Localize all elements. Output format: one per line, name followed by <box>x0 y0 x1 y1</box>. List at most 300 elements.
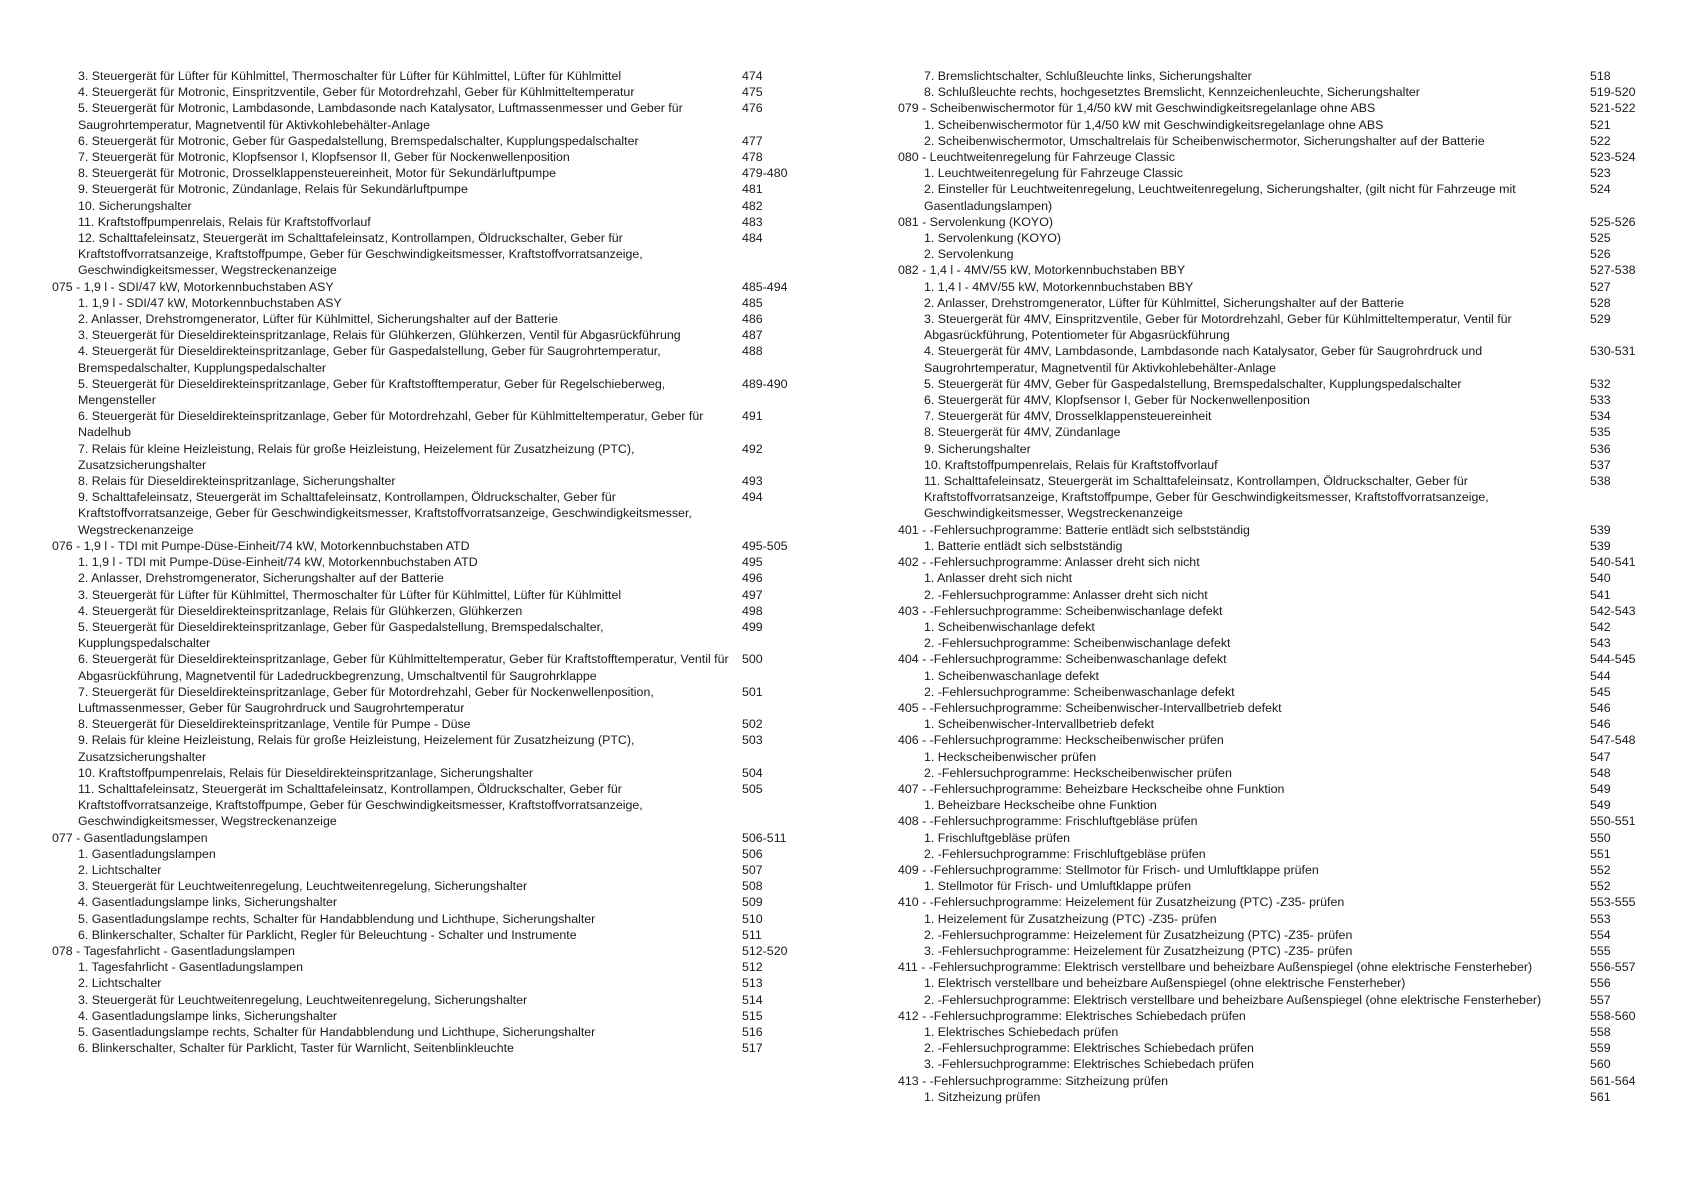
toc-subentry[interactable] <box>52 587 792 603</box>
toc-entry-title: 3. Steuergerät für Lüfter für Kühlmittel, Thermoschalter für Lüfter für Kühlmittel, Lüfter für Kühlmittel <box>78 69 622 83</box>
toc-page-number: 481 <box>742 182 763 197</box>
toc-subentry[interactable] <box>898 246 1640 262</box>
toc-entry-title: 7. Steuergerät für Dieseldirekteinspritzanlage, Geber für Motordrehzahl, Geber für Nockenwellenposition, Luftmassenmesser, Geber für Saugrohrdruck und Saugrohrtemperatur <box>78 684 654 715</box>
toc-entry-title: 1. Anlasser dreht sich nicht <box>924 571 1073 586</box>
toc-subentry[interactable] <box>52 846 792 862</box>
toc-entry-title: 2. Lichtschalter <box>78 976 162 991</box>
toc-page-number: 495-505 <box>742 538 788 553</box>
toc-entry-title: 1. Gasentladungslampen <box>78 846 216 861</box>
toc-entry-title: 6. Blinkerschalter, Schalter für Parklicht, Taster für Warnlicht, Seitenblinkleuchte <box>78 1041 514 1056</box>
toc-page-number: 485-494 <box>742 279 788 294</box>
toc-page-number: 513 <box>742 976 763 991</box>
toc-entry-title: 2. Anlasser, Drehstromgenerator, Sicherungshalter auf der Batterie <box>78 571 444 586</box>
toc-page-number: 474 <box>742 69 763 83</box>
toc-entry-title: 079 - Scheibenwischermotor für 1,4/50 kW mit Geschwindigkeitsregelanlage ohne ABS <box>898 101 1376 116</box>
toc-subentry[interactable] <box>52 765 792 781</box>
toc-section-entry[interactable] <box>898 1073 1640 1089</box>
toc-entry-title: 2. Anlasser, Drehstromgenerator, Lüfter für Kühlmittel, Sicherungshalter auf der Batterie <box>78 312 559 327</box>
toc-page-number: 488 <box>742 344 763 359</box>
toc-page-number: 512 <box>742 960 763 975</box>
toc-section-entry[interactable] <box>898 262 1640 278</box>
toc-entry-title: 11. Schalttafeleinsatz, Steuergerät im Schalttafeleinsatz, Kontrollampen, Öldruckschalter, Geber für Kraftstoffvorratsanzeige, Kraftstoffpumpe, Geber für Geschwindigkeitsmesser, Kraftstoffvorratsanzeige, Geschwindigkeitsmesser, Wegstreckenanzeige <box>78 781 643 829</box>
toc-section-entry[interactable] <box>898 700 1640 716</box>
toc-subentry[interactable] <box>898 473 1640 522</box>
toc-subentry[interactable] <box>898 943 1640 959</box>
toc-subentry[interactable] <box>898 295 1640 311</box>
toc-entry-title: 8. Steuergerät für Dieseldirekteinspritzanlage, Ventile für Pumpe - Düse <box>78 717 471 732</box>
toc-page-number: 478 <box>742 150 763 165</box>
toc-page-number: 532 <box>1590 376 1611 391</box>
toc-entry-title: 7. Steuergerät für 4MV, Drosselklappensteuereinheit <box>924 409 1212 424</box>
toc-entry-title: 1. 1,9 l - SDI/47 kW, Motorkennbuchstaben ASY <box>78 295 342 310</box>
toc-subentry[interactable] <box>52 230 792 279</box>
toc-section-entry[interactable] <box>898 862 1640 878</box>
toc-page-number: 518 <box>1590 69 1611 83</box>
toc-entry-title: 2. -Fehlersuchprogramme: Scheibenwischanlage defekt <box>924 636 1231 651</box>
toc-page-number: 538 <box>1590 474 1611 489</box>
toc-subentry[interactable] <box>898 749 1640 765</box>
toc-subentry[interactable] <box>898 376 1640 392</box>
toc-page-number: 511 <box>742 927 762 942</box>
toc-subentry[interactable] <box>52 100 792 132</box>
toc-page-number: 558 <box>1590 1024 1611 1039</box>
toc-page-number: 552 <box>1590 879 1611 894</box>
toc-page-number: 560 <box>1590 1057 1611 1072</box>
toc-subentry[interactable] <box>52 311 792 327</box>
toc-subentry[interactable] <box>52 554 792 570</box>
toc-subentry[interactable] <box>898 408 1640 424</box>
toc-entry-title: 2. -Fehlersuchprogramme: Heizelement für Zusatzheizung (PTC) -Z35- prüfen <box>924 927 1353 942</box>
toc-entry-title: 6. Steuergerät für Motronic, Geber für Gaspedalstellung, Bremspedalschalter, Kupplungspedalschalter <box>78 133 639 148</box>
toc-subentry[interactable] <box>52 68 792 84</box>
toc-subentry[interactable] <box>898 117 1640 133</box>
toc-entry-title: 2. Scheibenwischermotor, Umschaltrelais für Scheibenwischermotor, Sicherungshalter auf der Batterie <box>924 133 1485 148</box>
toc-section-entry[interactable] <box>898 603 1640 619</box>
toc-subentry[interactable] <box>52 295 792 311</box>
toc-entry-title: 12. Schalttafeleinsatz, Steuergerät im Schalttafeleinsatz, Kontrollampen, Öldruckschalter, Geber für Kraftstoffvorratsanzeige, Kraftstoffpumpe, Geber für Geschwindigkeitsmesser, Kraftstoffvorratsanzeige, Geschwindigkeitsmesser, Wegstreckenanzeige <box>78 231 643 278</box>
toc-entry-title: 1. Tagesfahrlicht - Gasentladungslampen <box>78 960 304 975</box>
toc-entry-title: 2. Anlasser, Drehstromgenerator, Lüfter für Kühlmittel, Sicherungshalter auf der Batterie <box>924 295 1405 310</box>
toc-subentry[interactable] <box>898 975 1640 991</box>
toc-entry-title: 8. Steuergerät für 4MV, Zündanlage <box>924 425 1121 440</box>
toc-page-number: 539 <box>1590 538 1611 553</box>
toc-entry-title: 8. Steuergerät für Motronic, Drosselklappensteuereinheit, Motor für Sekundärluftpumpe <box>78 166 556 181</box>
toc-subentry[interactable] <box>898 538 1640 554</box>
toc-section-entry[interactable] <box>898 554 1640 570</box>
toc-subentry[interactable] <box>898 343 1640 375</box>
toc-entry-title: 1. Leuchtweitenregelung für Fahrzeuge Classic <box>924 166 1183 181</box>
toc-page-number: 516 <box>742 1024 763 1039</box>
toc-entry-title: 076 - 1,9 l - TDI mit Pumpe-Düse-Einheit/74 kW, Motorkennbuchstaben ATD <box>52 538 470 553</box>
toc-entry-title: 3. Steuergerät für Lüfter für Kühlmittel, Thermoschalter für Lüfter für Kühlmittel, Lüfter für Kühlmittel <box>78 587 622 602</box>
toc-right-column <box>898 68 1640 1105</box>
toc-page-number: 534 <box>1590 409 1611 424</box>
toc-subentry[interactable] <box>52 376 792 408</box>
toc-page-number: 523-524 <box>1590 150 1636 165</box>
toc-page-number: 561-564 <box>1590 1073 1636 1088</box>
toc-entry-title: 4. Steuergerät für Dieseldirekteinspritzanlage, Relais für Glühkerzen, Glühkerzen <box>78 603 523 618</box>
toc-page-number: 491 <box>742 409 763 424</box>
toc-page-number: 497 <box>742 587 763 602</box>
toc-entry-title: 4. Gasentladungslampe links, Sicherungshalter <box>78 1008 337 1023</box>
toc-page-number: 544-545 <box>1590 652 1636 667</box>
toc-page-number: 502 <box>742 717 763 732</box>
toc-subentry[interactable] <box>52 975 792 991</box>
toc-section-entry[interactable] <box>898 522 1640 538</box>
toc-entry-title: 1. Beheizbare Heckscheibe ohne Funktion <box>924 798 1157 813</box>
toc-page-number: 489-490 <box>742 376 788 391</box>
toc-subentry[interactable] <box>52 441 792 473</box>
toc-page-number: 494 <box>742 490 763 505</box>
toc-page-number: 503 <box>742 733 763 748</box>
toc-page-number: 519-520 <box>1590 85 1636 100</box>
toc-entry-title: 4. Steuergerät für Dieseldirekteinspritzanlage, Geber für Gaspedalstellung, Geber für Saugrohrtemperatur, Bremspedalschalter, Kupplungspedalschalter <box>78 344 661 375</box>
toc-entry-title: 9. Sicherungshalter <box>924 441 1031 456</box>
toc-page-number: 542 <box>1590 619 1611 634</box>
toc-page-number: 554 <box>1590 927 1611 942</box>
toc-entry-title: 3. Steuergerät für Dieseldirekteinspritzanlage, Relais für Glühkerzen, Glühkerzen, Ventil für Abgasrückführung <box>78 328 681 343</box>
toc-entry-title: 1. Scheibenwaschanlage defekt <box>924 668 1099 683</box>
toc-entry-title: 403 - -Fehlersuchprogramme: Scheibenwischanlage defekt <box>898 603 1223 618</box>
toc-page-number: 512-520 <box>742 943 788 958</box>
toc-entry-title: 4. Gasentladungslampe links, Sicherungshalter <box>78 895 337 910</box>
toc-entry-title: 3. Steuergerät für 4MV, Einspritzventile, Geber für Motordrehzahl, Geber für Kühlmitteltemperatur, Ventil für Abgasrückführung, Potentiometer für Abgasrückführung <box>924 312 1512 343</box>
toc-subentry[interactable] <box>52 927 792 943</box>
toc-entry-title: 1. Servolenkung (KOYO) <box>924 231 1062 246</box>
toc-page-number: 542-543 <box>1590 603 1636 618</box>
toc-entry-title: 5. Steuergerät für Motronic, Lambdasonde, Lambdasonde nach Katalysator, Luftmassenmesser und Geber für Saugrohrtemperatur, Magnetventil für Aktivkohlebehälter-Anlage <box>78 101 683 132</box>
toc-entry-title: 1. Heizelement für Zusatzheizung (PTC) -Z35- prüfen <box>924 911 1217 926</box>
toc-entry-title: 1. Batterie entlädt sich selbstständig <box>924 538 1123 553</box>
toc-entry-title: 1. 1,9 l - TDI mit Pumpe-Düse-Einheit/74 kW, Motorkennbuchstaben ATD <box>78 555 478 570</box>
toc-subentry[interactable] <box>898 570 1640 586</box>
toc-section-entry[interactable] <box>898 813 1640 829</box>
toc-entry-title: 082 - 1,4 l - 4MV/55 kW, Motorkennbuchstaben BBY <box>898 263 1186 278</box>
toc-page-number: 514 <box>742 992 763 1007</box>
toc-subentry[interactable] <box>898 635 1640 651</box>
toc-subentry[interactable] <box>52 781 792 830</box>
toc-entry-title: 409 - -Fehlersuchprogramme: Stellmotor für Frisch- und Umluftklappe prüfen <box>898 862 1319 877</box>
toc-subentry[interactable] <box>52 149 792 165</box>
toc-subentry[interactable] <box>898 392 1640 408</box>
toc-page-number: 535 <box>1590 425 1611 440</box>
toc-subentry[interactable] <box>898 84 1640 100</box>
toc-subentry[interactable] <box>898 716 1640 732</box>
toc-section-entry[interactable] <box>898 732 1640 748</box>
toc-entry-title: 5. Gasentladungslampe rechts, Schalter für Handabblendung und Lichthupe, Sicherungshalter <box>78 1024 596 1039</box>
toc-subentry[interactable] <box>52 862 792 878</box>
toc-entry-title: 9. Schalttafeleinsatz, Steuergerät im Schalttafeleinsatz, Kontrollampen, Öldruckschalter, Geber für Kraftstoffvorratsanzeige, Geber für Geschwindigkeitsmesser, Kraftstoffvorratsanzeige, Geschwindigkeitsmesser, Wegstreckenanzeige <box>78 490 692 537</box>
toc-subentry[interactable] <box>898 927 1640 943</box>
toc-subentry[interactable] <box>52 684 792 716</box>
toc-entry-title: 6. Steuergerät für 4MV, Klopfsensor I, Geber für Nockenwellenposition <box>924 393 1310 408</box>
toc-entry-title: 1. Scheibenwischer-Intervallbetrieb defekt <box>924 717 1155 732</box>
toc-subentry[interactable] <box>52 181 792 197</box>
toc-page-number: 485 <box>742 295 763 310</box>
toc-subentry[interactable] <box>52 959 792 975</box>
toc-entry-title: 1. Scheibenwischanlage defekt <box>924 619 1095 634</box>
toc-entry-title: 3. Steuergerät für Leuchtweitenregelung, Leuchtweitenregelung, Sicherungshalter <box>78 879 528 894</box>
toc-subentry[interactable] <box>52 165 792 181</box>
toc-subentry[interactable] <box>52 651 792 683</box>
toc-entry-title: 6. Blinkerschalter, Schalter für Parklicht, Regler für Beleuchtung - Schalter und Instrumente <box>78 927 577 942</box>
toc-entry-title: 4. Steuergerät für Motronic, Einspritzventile, Geber für Motordrehzahl, Geber für Kühlmitteltemperatur <box>78 85 635 100</box>
toc-page-number: 561 <box>1590 1089 1611 1104</box>
toc-entry-title: 2. Servolenkung <box>924 247 1014 262</box>
toc-page-number: 487 <box>742 328 763 343</box>
toc-page-number: 504 <box>742 765 763 780</box>
toc-page-number: 479-480 <box>742 166 788 181</box>
toc-page-number: 509 <box>742 895 763 910</box>
toc-section-entry[interactable] <box>52 538 792 554</box>
toc-subentry[interactable] <box>898 279 1640 295</box>
toc-page-number: 523 <box>1590 166 1611 181</box>
toc-entry-title: 2. Einsteller für Leuchtweitenregelung, Leuchtweitenregelung, Sicherungshalter, (gilt nicht für Fahrzeuge mit Gasentladungslampen) <box>924 182 1516 213</box>
toc-section-entry[interactable] <box>898 149 1640 165</box>
toc-page-number: 501 <box>742 684 763 699</box>
toc-entry-title: 10. Sicherungshalter <box>78 198 192 213</box>
toc-section-entry[interactable] <box>898 214 1640 230</box>
toc-subentry[interactable] <box>898 619 1640 635</box>
toc-entry-title: 075 - 1,9 l - SDI/47 kW, Motorkennbuchstaben ASY <box>52 279 334 294</box>
toc-page-number: 498 <box>742 603 763 618</box>
toc-section-entry[interactable] <box>52 830 792 846</box>
toc-entry-title: 2. -Fehlersuchprogramme: Heckscheibenwischer prüfen <box>924 765 1232 780</box>
toc-entry-title: 5. Gasentladungslampe rechts, Schalter für Handabblendung und Lichthupe, Sicherungshalter <box>78 911 596 926</box>
toc-page-number: 522 <box>1590 133 1611 148</box>
toc-section-entry[interactable] <box>52 943 792 959</box>
toc-subentry[interactable] <box>52 489 792 538</box>
toc-section-entry[interactable] <box>52 279 792 295</box>
toc-entry-title: 1. Frischluftgebläse prüfen <box>924 830 1071 845</box>
toc-subentry[interactable] <box>898 230 1640 246</box>
toc-subentry[interactable] <box>52 1008 792 1024</box>
toc-page-number: 552 <box>1590 862 1611 877</box>
toc-page-number: 541 <box>1590 587 1611 602</box>
toc-page-number: 493 <box>742 474 763 489</box>
toc-page-number: 539 <box>1590 522 1611 537</box>
toc-subentry[interactable] <box>52 716 792 732</box>
toc-page-number: 548 <box>1590 765 1611 780</box>
toc-page-number: 484 <box>742 231 763 246</box>
toc-entry-title: 3. -Fehlersuchprogramme: Elektrisches Schiebedach prüfen <box>924 1057 1254 1072</box>
toc-entry-title: 1. 1,4 l - 4MV/55 kW, Motorkennbuchstaben BBY <box>924 279 1194 294</box>
toc-subentry[interactable] <box>898 441 1640 457</box>
toc-entry-title: 405 - -Fehlersuchprogramme: Scheibenwischer-Intervallbetrieb defekt <box>898 700 1282 715</box>
toc-subentry[interactable] <box>52 732 792 764</box>
toc-entry-title: 078 - Tagesfahrlicht - Gasentladungslampen <box>52 943 295 958</box>
toc-page-number: 533 <box>1590 393 1611 408</box>
toc-page-number: 506 <box>742 846 763 861</box>
toc-subentry[interactable] <box>898 830 1640 846</box>
toc-page-number: 500 <box>742 652 763 667</box>
toc-subentry[interactable] <box>898 1056 1640 1072</box>
toc-page-number: 521-522 <box>1590 101 1636 116</box>
toc-section-entry[interactable] <box>898 1008 1640 1024</box>
toc-page-number: 537 <box>1590 457 1611 472</box>
toc-page-number: 526 <box>1590 247 1611 262</box>
toc-page-number: 559 <box>1590 1041 1611 1056</box>
toc-subentry[interactable] <box>898 797 1640 813</box>
toc-subentry[interactable] <box>52 603 792 619</box>
toc-subentry[interactable] <box>898 311 1640 343</box>
toc-subentry[interactable] <box>52 133 792 149</box>
toc-entry-title: 9. Steuergerät für Motronic, Zündanlage, Relais für Sekundärluftpumpe <box>78 182 468 197</box>
toc-subentry[interactable] <box>898 68 1640 84</box>
toc-entry-title: 411 - -Fehlersuchprogramme: Elektrisch verstellbare und beheizbare Außenspiegel (ohne elektrische Fensterheber) <box>898 960 1533 975</box>
toc-entry-title: 413 - -Fehlersuchprogramme: Sitzheizung prüfen <box>898 1073 1168 1088</box>
toc-page-number: 507 <box>742 862 763 877</box>
toc-subentry[interactable] <box>52 1024 792 1040</box>
toc-subentry[interactable] <box>52 878 792 894</box>
toc-page-number: 555 <box>1590 943 1611 958</box>
toc-page-number: 476 <box>742 101 763 116</box>
toc-section-entry[interactable] <box>898 100 1640 116</box>
toc-subentry[interactable] <box>898 992 1640 1008</box>
toc-entry-title: 401 - -Fehlersuchprogramme: Batterie entlädt sich selbstständig <box>898 522 1250 537</box>
toc-entry-title: 5. Steuergerät für Dieseldirekteinspritzanlage, Geber für Kraftstofftemperatur, Geber für Regelschieberweg, Mengensteller <box>78 376 666 408</box>
toc-entry-title: 408 - -Fehlersuchprogramme: Frischluftgebläse prüfen <box>898 814 1198 829</box>
toc-entry-title: 11. Schalttafeleinsatz, Steuergerät im Schalttafeleinsatz, Kontrollampen, Öldruckschalter, Geber für Kraftstoffvorratsanzeige, Kraftstoffpumpe, Geber für Geschwindigkeitsmesser, Kraftstoffvorratsanzeige, Geschwindigkeitsmesser, Wegstreckenanzeige <box>924 474 1489 521</box>
toc-page-number: 549 <box>1590 781 1611 796</box>
toc-entry-title: 1. Heckscheibenwischer prüfen <box>924 749 1097 764</box>
toc-entry-title: 1. Stellmotor für Frisch- und Umluftklappe prüfen <box>924 879 1192 894</box>
toc-subentry[interactable] <box>898 846 1640 862</box>
toc-subentry[interactable] <box>898 878 1640 894</box>
toc-entry-title: 402 - -Fehlersuchprogramme: Anlasser dreht sich nicht <box>898 555 1200 570</box>
toc-entry-title: 1. Sitzheizung prüfen <box>924 1089 1041 1104</box>
toc-entry-title: 3. Steuergerät für Leuchtweitenregelung, Leuchtweitenregelung, Sicherungshalter <box>78 992 528 1007</box>
toc-page-number: 550 <box>1590 830 1611 845</box>
toc-subentry[interactable] <box>898 684 1640 700</box>
toc-page-number: 556 <box>1590 976 1611 991</box>
toc-subentry[interactable] <box>898 765 1640 781</box>
toc-entry-title: 4. Steuergerät für 4MV, Lambdasonde, Lambdasonde nach Katalysator, Geber für Saugrohrdruck und Saugrohrtemperatur, Magnetventil für Aktivkohlebehälter-Anlage <box>924 344 1483 375</box>
toc-entry-title: 407 - -Fehlersuchprogramme: Beheizbare Heckscheibe ohne Funktion <box>898 781 1285 796</box>
toc-page-number: 558-560 <box>1590 1008 1636 1023</box>
toc-entry-title: 7. Steuergerät für Motronic, Klopfsensor I, Klopfsensor II, Geber für Nockenwellenposition <box>78 150 570 165</box>
toc-entry-title: 6. Steuergerät für Dieseldirekteinspritzanlage, Geber für Motordrehzahl, Geber für Kühlmitteltemperatur, Geber für Nadelhub <box>78 409 704 440</box>
toc-page-number: 553 <box>1590 911 1611 926</box>
toc-page-number: 477 <box>742 133 763 148</box>
toc-subentry[interactable] <box>898 587 1640 603</box>
toc-entry-title: 2. -Fehlersuchprogramme: Frischluftgebläse prüfen <box>924 846 1206 861</box>
toc-subentry[interactable] <box>898 181 1640 213</box>
toc-page-number: 496 <box>742 571 763 586</box>
toc-page-number: 492 <box>742 441 763 456</box>
toc-subentry[interactable] <box>52 408 792 440</box>
toc-entry-title: 1. Scheibenwischermotor für 1,4/50 kW mit Geschwindigkeitsregelanlage ohne ABS <box>924 117 1384 132</box>
toc-page-number: 506-511 <box>742 830 787 845</box>
toc-page-number: 530-531 <box>1590 344 1636 359</box>
toc-page-number: 515 <box>742 1008 763 1023</box>
toc-left-column <box>52 68 792 1056</box>
toc-entry-title: 5. Steuergerät für 4MV, Geber für Gaspedalstellung, Bremspedalschalter, Kupplungspedalschalter <box>924 376 1462 391</box>
toc-subentry[interactable] <box>898 1089 1640 1105</box>
toc-subentry[interactable] <box>52 911 792 927</box>
toc-page-number: 546 <box>1590 700 1611 715</box>
toc-entry-title: 404 - -Fehlersuchprogramme: Scheibenwaschanlage defekt <box>898 652 1227 667</box>
toc-entry-title: 5. Steuergerät für Dieseldirekteinspritzanlage, Geber für Gaspedalstellung, Bremspedalschalter, Kupplungspedalschalter <box>78 619 604 651</box>
toc-subentry[interactable] <box>898 1040 1640 1056</box>
toc-page-number: 525 <box>1590 231 1611 246</box>
toc-entry-title: 7. Relais für kleine Heizleistung, Relais für große Heizleistung, Heizelement für Zusatzheizung (PTC), Zusatzsicherungshalter <box>78 441 635 472</box>
toc-page-number: 550-551 <box>1590 814 1636 829</box>
toc-page-number: 540 <box>1590 571 1611 586</box>
toc-page-number: 517 <box>742 1041 763 1056</box>
toc-subentry[interactable] <box>898 165 1640 181</box>
toc-section-entry[interactable] <box>898 781 1640 797</box>
toc-subentry[interactable] <box>52 894 792 910</box>
toc-page-number: 510 <box>742 911 763 926</box>
toc-entry-title: 2. -Fehlersuchprogramme: Elektrisches Schiebedach prüfen <box>924 1041 1254 1056</box>
toc-entry-title: 10. Kraftstoffpumpenrelais, Relais für Kraftstoffvorlauf <box>924 457 1218 472</box>
toc-subentry[interactable] <box>52 84 792 100</box>
toc-page-number: 475 <box>742 85 763 100</box>
toc-subentry[interactable] <box>52 570 792 586</box>
toc-entry-title: 080 - Leuchtweitenregelung für Fahrzeuge Classic <box>898 150 1175 165</box>
toc-entry-title: 8. Schlußleuchte rechts, hochgesetztes Bremslicht, Kennzeichenleuchte, Sicherungshalter <box>924 85 1420 100</box>
toc-entry-title: 077 - Gasentladungslampen <box>52 830 208 845</box>
toc-subentry[interactable] <box>52 1040 792 1056</box>
toc-entry-title: 3. -Fehlersuchprogramme: Heizelement für Zusatzheizung (PTC) -Z35- prüfen <box>924 943 1353 958</box>
toc-entry-title: 9. Relais für kleine Heizleistung, Relais für große Heizleistung, Heizelement für Zusatzheizung (PTC), Zusatzsicherungshalter <box>78 733 635 764</box>
toc-page-number: 528 <box>1590 295 1611 310</box>
toc-page-number: 482 <box>742 198 763 213</box>
toc-page-number: 524 <box>1590 182 1611 197</box>
toc-entry-title: 412 - -Fehlersuchprogramme: Elektrisches Schiebedach prüfen <box>898 1008 1246 1023</box>
toc-page-number: 483 <box>742 214 763 229</box>
toc-entry-title: 2. -Fehlersuchprogramme: Anlasser dreht sich nicht <box>924 587 1208 602</box>
toc-section-entry[interactable] <box>898 651 1640 667</box>
toc-section-entry[interactable] <box>898 959 1640 975</box>
toc-entry-title: 7. Bremslichtschalter, Schlußleuchte links, Sicherungshalter <box>924 69 1252 83</box>
toc-section-entry[interactable] <box>898 894 1640 910</box>
toc-entry-title: 2. -Fehlersuchprogramme: Elektrisch verstellbare und beheizbare Außenspiegel (ohne elektrische Fensterheber) <box>924 992 1542 1007</box>
toc-subentry[interactable] <box>52 473 792 489</box>
toc-subentry[interactable] <box>52 214 792 230</box>
toc-subentry[interactable] <box>52 992 792 1008</box>
toc-page-number: 525-526 <box>1590 214 1636 229</box>
toc-subentry[interactable] <box>52 327 792 343</box>
toc-entry-title: 1. Elektrisch verstellbare und beheizbare Außenspiegel (ohne elektrische Fensterheber) <box>924 976 1406 991</box>
toc-entry-title: 1. Elektrisches Schiebedach prüfen <box>924 1024 1119 1039</box>
toc-entry-title: 406 - -Fehlersuchprogramme: Heckscheibenwischer prüfen <box>898 733 1224 748</box>
toc-page-number: 508 <box>742 879 763 894</box>
toc-subentry[interactable] <box>898 1024 1640 1040</box>
toc-subentry[interactable] <box>52 619 792 651</box>
toc-subentry[interactable] <box>898 668 1640 684</box>
toc-subentry[interactable] <box>898 133 1640 149</box>
toc-entry-title: 2. -Fehlersuchprogramme: Scheibenwaschanlage defekt <box>924 684 1235 699</box>
toc-subentry[interactable] <box>52 198 792 214</box>
toc-subentry[interactable] <box>898 911 1640 927</box>
toc-entry-title: 2. Lichtschalter <box>78 862 162 877</box>
toc-subentry[interactable] <box>898 457 1640 473</box>
toc-page-number: 486 <box>742 312 763 327</box>
toc-page-number: 505 <box>742 781 763 796</box>
toc-page-number: 546 <box>1590 717 1611 732</box>
toc-subentry[interactable] <box>52 343 792 375</box>
toc-page-number: 521 <box>1590 117 1611 132</box>
toc-entry-title: 6. Steuergerät für Dieseldirekteinspritzanlage, Geber für Kühlmitteltemperatur, Geber für Kraftstofftemperatur, Ventil für Abgasrückführung, Magnetventil für Ladedruckbegrenzung, Umschaltventil für Saugrohrklappe <box>78 652 729 683</box>
toc-page-number: 545 <box>1590 684 1611 699</box>
toc-subentry[interactable] <box>898 424 1640 440</box>
toc-entry-title: 8. Relais für Dieseldirekteinspritzanlage, Sicherungshalter <box>78 474 396 489</box>
toc-page-number: 549 <box>1590 798 1611 813</box>
toc-page-number: 547-548 <box>1590 733 1636 748</box>
toc-page-number: 556-557 <box>1590 960 1636 975</box>
